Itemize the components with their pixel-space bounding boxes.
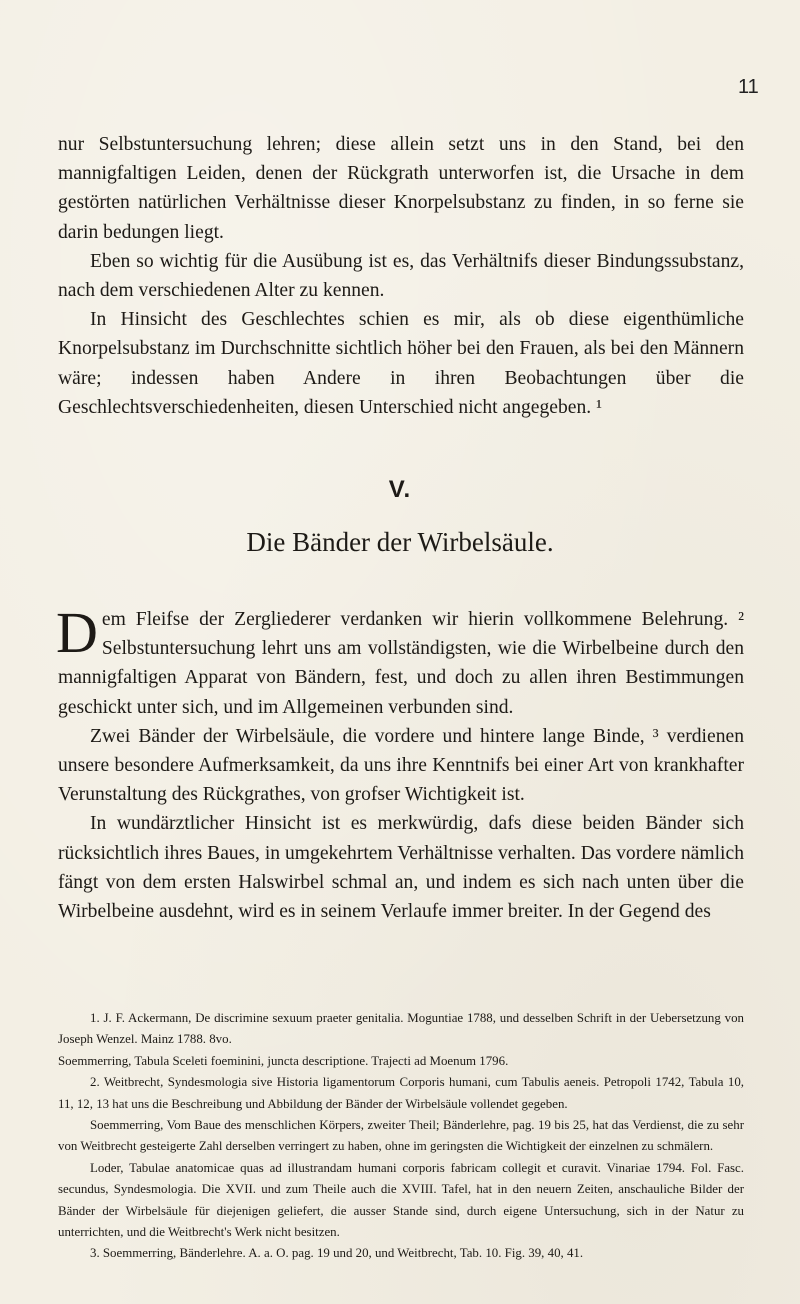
paragraph-text: em Fleifse der Zergliederer verdanken wir hierin vollkommene Belehrung. ² Selbstuntersuchung lehrt uns am vollständigsten, wie die Wirbelbeine durch den mannigfaltigen Apparat von Bändern, fest, und doch zu allen ihren Bestimmungen geschickt unter sich, und im Allgemeinen verbunden sind. xyxy=(58,609,744,718)
footnote: Soemmerring, Vom Baue des menschlichen Körpers, zweiter Theil; Bänderlehre, pag. 19 bis 25, hat das Verdienst, die zu sehr von Weitbrecht gesteigerte Zahl derselben verringert zu haben, ohne im geringsten die Wichtigkeit der einzelnen zu schmälern. xyxy=(58,1118,744,1154)
paragraph: In wundärztlicher Hinsicht ist es merkwürdig, dafs diese beiden Bänder sich rücksichtlich ihres Baues, in umgekehrtem Verhältnisse verhalten. Das vordere nämlich fängt von dem ersten Halswirbel schmal an, und indem es sich nach unten über die Wirbelbeine ausdehnt, wird es in seinem Verlaufe immer breiter. In der Gegend des xyxy=(58,813,744,923)
top-text-block xyxy=(58,130,744,422)
footnote: Loder, Tabulae anatomicae quas ad illustrandam humani corporis fabricam collegit et curavit. Vinariae 1794. Fol. Fasc. secundus, Syndesmologia. Die XVII. und zum Theile auch die XVIII. Tafel, hat in den neuern Zeiten, anschauliche Bilder der Bänder der Wirbelsäule für diejenigen geliefert, die ausser Stande sind, durch eigene Untersuchung, sich in der Natur zu unterrichten, und die Weitbrecht's Werk nicht besitzen. xyxy=(58,1160,744,1240)
paragraph: Zwei Bänder der Wirbelsäule, die vordere und hintere lange Binde, ³ verdienen unsere besondere Aufmerksamkeit, da uns ihre Kenntnifs bei einer Art von krankhafter Verunstaltung des Rückgrathes, von grofser Wichtigkeit ist. xyxy=(58,725,744,806)
section-numeral: V. xyxy=(388,476,412,503)
footnote: 1. J. F. Ackermann, De discrimine sexuum praeter genitalia. Moguntiae 1788, und desselben Schrift in der Uebersetzung von Joseph Wenzel. Mainz 1788. 8vo. xyxy=(58,1011,744,1047)
footnotes xyxy=(58,1008,744,1265)
paragraph: Eben so wichtig für die Ausübung ist es, das Verhältnifs dieser Bindungssubstanz, nach dem verschiedenen Alter zu kennen. xyxy=(58,250,744,302)
main-text-block xyxy=(56,600,744,926)
footnote: Soemmerring, Tabula Sceleti foeminini, juncta descriptione. Trajecti ad Moenum 1796. xyxy=(58,1053,509,1068)
paragraph: In Hinsicht des Geschlechtes schien es mir, als ob diese eigenthümliche Knorpelsubstanz im Durchschnitte sichtlich höher bei den Frauen, als bei den Männern wäre; indessen haben Andere in ihren Beobachtungen über die Geschlechtsverschiedenheiten, diesen Unterschied nicht angegeben. ¹ xyxy=(58,309,744,418)
footnote: 3. Soemmerring, Bänderlehre. A. a. O. pag. 19 und 20, und Weitbrecht, Tab. 10. Fig. 39, 40, 41. xyxy=(90,1246,584,1261)
paragraph: nur Selbstuntersuchung lehren; diese allein setzt uns in den Stand, bei den mannigfaltigen Leiden, denen der Rückgrath unterworfen ist, die Ursache in dem gestörten natürlichen Verhältnisse dieser Knorpelsubstanz zu finden, in so ferne sie darin bedungen liegt. xyxy=(58,134,744,243)
page-number: 11 xyxy=(738,76,759,98)
footnote: 2. Weitbrecht, Syndesmologia sive Historia ligamentorum Corporis humani, cum Tabulis aeneis. Petropoli 1742, Tabula 10, 11, 12, 13 hat uns die Beschreibung und Abbildung der Bänder der Wirbelsäule vollendet gegeben. xyxy=(58,1075,744,1111)
section-title: Die Bänder der Wirbelsäule. xyxy=(246,527,554,557)
paragraph xyxy=(56,600,744,722)
drop-cap: D xyxy=(56,600,98,665)
